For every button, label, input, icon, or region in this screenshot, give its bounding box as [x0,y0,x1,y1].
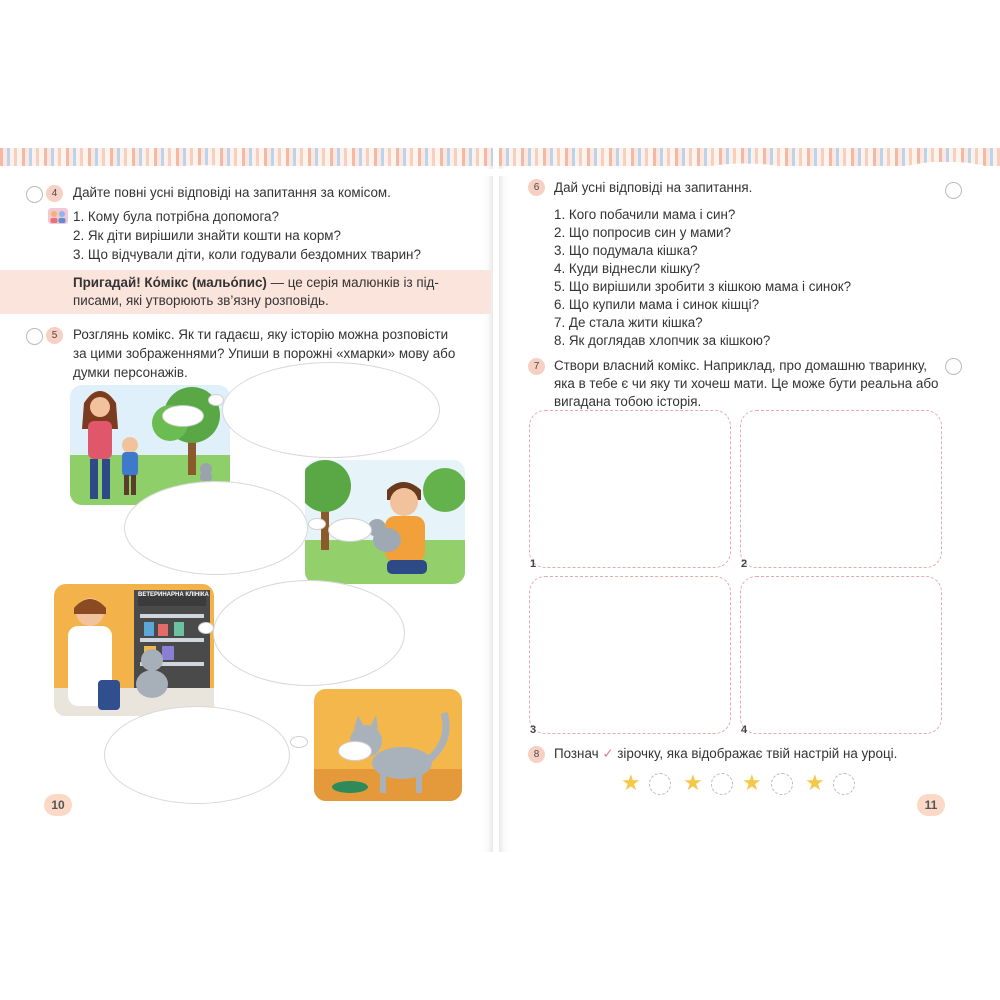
remember-text-1: — це серія малюнків із під- [266,275,439,290]
task6-question-7: 7. Де стала жити кішка? [554,315,703,330]
task6-question-1: 1. Кого побачили мама і син? [554,207,736,222]
speech-cloud-1[interactable] [222,362,440,458]
sad-star-icon[interactable]: ★ [805,770,825,795]
top-wave [0,162,493,176]
top-wave [499,162,1000,176]
frame-number-2: 2 [741,558,748,570]
task8-number: 8 [528,746,545,763]
check-icon: ✓ [602,746,614,761]
small-thought-bubble [328,518,372,542]
cloud-tail-dot [208,394,224,406]
page-number-right: 11 [924,798,938,812]
pair-work-icon [48,208,68,224]
mood-checkbox-2[interactable] [711,773,733,795]
frame-number-4: 4 [741,724,748,736]
happy-star-icon[interactable]: ★ [621,770,641,795]
task6-question-5: 5. Що вирішили зробити з кішкою мама і синок? [554,279,852,294]
task6-title: Дай усні відповіді на запитання. [554,180,753,195]
neutral-star-icon[interactable]: ★ [742,770,762,795]
remember-text-2: писами, які утворюють зв’язну розповідь. [73,293,329,308]
task7-line-1: Створи власний комікс. Наприклад, про домашню тваринку, [554,358,927,373]
task4-question-2: 2. Як діти вирішили знайти кошти на корм? [73,228,341,243]
mood-checkbox-3[interactable] [771,773,793,795]
speech-cloud-4[interactable] [104,706,290,804]
small-thought-bubble [338,741,372,761]
task4-title: Дайте повні усні відповіді на запитання за комісом. [73,185,391,200]
task7-checkbox[interactable] [945,358,962,375]
task6-question-2: 2. Що попросив син у мами? [554,225,731,240]
mood-checkbox-1[interactable] [649,773,671,795]
mood-checkbox-4[interactable] [833,773,855,795]
speech-cloud-3[interactable] [213,580,405,686]
cloud-tail-dot [198,622,214,634]
task5-number: 5 [46,327,63,344]
cloud-tail-dot [290,736,308,748]
task6-checkbox[interactable] [945,182,962,199]
task6-question-3: 3. Що подумала кішка? [554,243,698,258]
smiling-star-icon[interactable]: ★ [683,770,703,795]
task7-line-3: вигадана тобою історія. [554,394,702,409]
task7-line-2: яка в тебе є чи яку ти хочеш мати. Це може бути реальна або [554,376,939,391]
comic-frame-2[interactable] [740,410,942,568]
comic-picture-3 [54,584,214,716]
small-thought-bubble [162,405,204,427]
task5-line-2: за цими зображеннями? Упиши в порожні «хмарки» мову або [73,346,456,361]
left-page [0,148,493,852]
task8-text-after: зірочку, яка відображає твій настрій на уроці. [617,746,898,761]
task6-number: 6 [528,179,545,196]
speech-cloud-2[interactable] [124,481,308,575]
task4-question-1: 1. Кому була потрібна допомога? [73,209,279,224]
comic-picture-4 [314,689,462,801]
page-number-left: 10 [51,798,65,812]
frame-number-1: 1 [530,558,537,570]
task4-checkbox[interactable] [26,186,43,203]
comic-frame-3[interactable] [529,576,731,734]
task8-text-before: Познач [554,746,599,761]
comic-frame-4[interactable] [740,576,942,734]
clinic-sign: ВЕТЕРИНАРНА КЛІНІКА [138,592,209,598]
task4-number: 4 [46,185,63,202]
task7-number: 7 [528,358,545,375]
task5-checkbox[interactable] [26,328,43,345]
task6-question-8: 8. Як доглядав хлопчик за кішкою? [554,333,771,348]
comic-frame-1[interactable] [529,410,731,568]
cloud-tail-dot [308,518,326,530]
frame-number-3: 3 [530,724,537,736]
task6-question-4: 4. Куди віднесли кішку? [554,261,701,276]
task5-line-3: думки персонажів. [73,365,188,380]
right-page [499,148,1000,852]
remember-box [0,270,491,314]
task6-question-6: 6. Що купили мама і синок кішці? [554,297,760,312]
task5-line-1: Розглянь комікс. Як ти гадаєш, яку історію можна розповісти [73,327,449,342]
task4-question-3: 3. Що відчували діти, коли годували бездомних тварин? [73,247,421,262]
remember-title: Пригадай! Ко́мікс (мальо́пис) [73,275,267,290]
comic-picture-2 [305,460,465,584]
